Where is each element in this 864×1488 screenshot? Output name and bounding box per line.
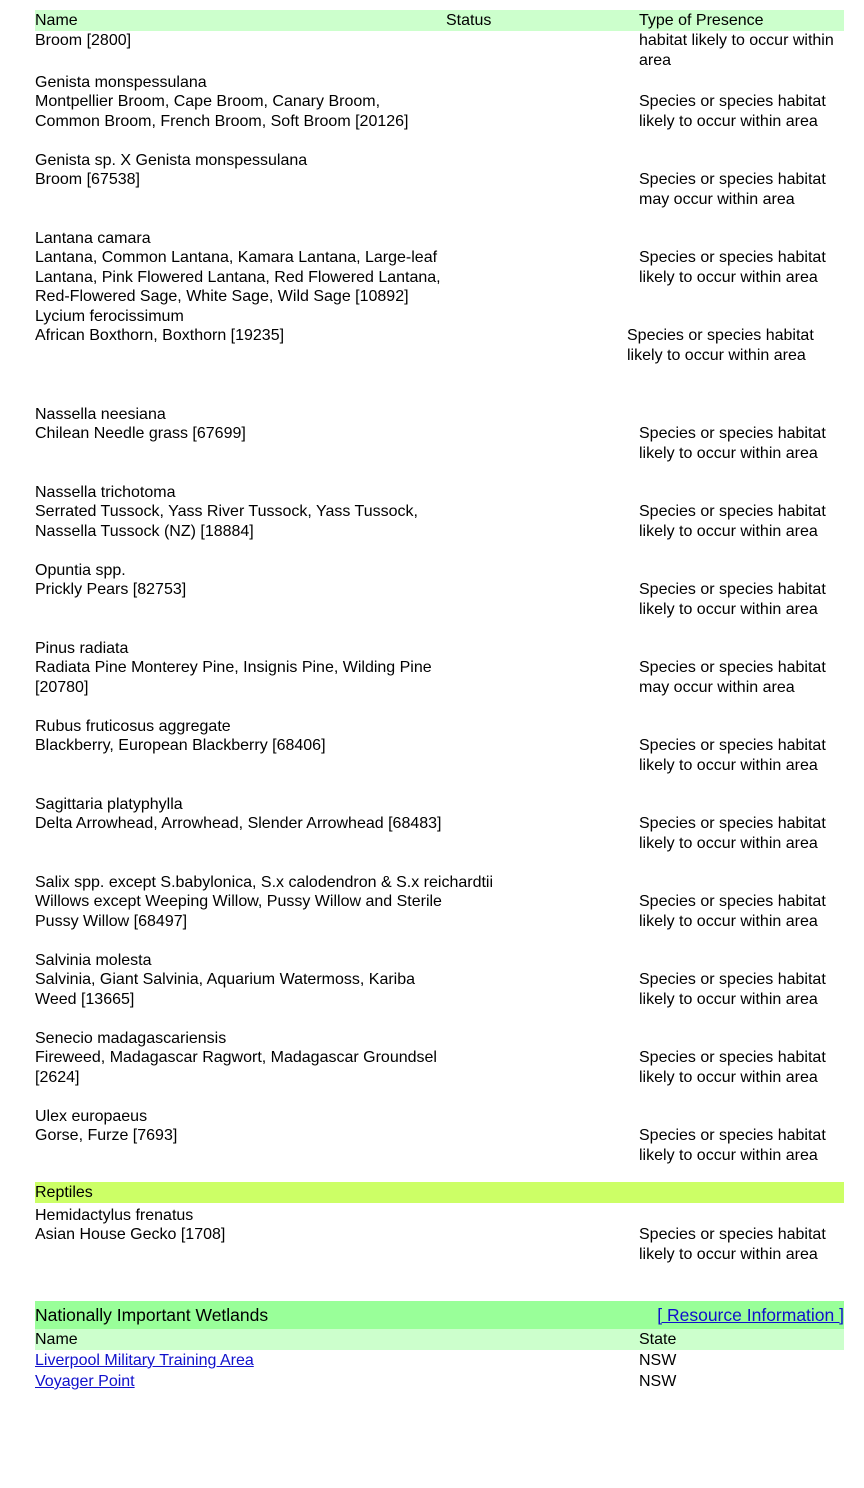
species-common-name: Serrated Tussock, Yass River Tussock, Yass Tussock, Nassella Tussock (NZ) [18884] <box>35 503 418 540</box>
wetland-row <box>35 1371 844 1392</box>
species-scientific-name: Pinus radiata <box>35 640 129 657</box>
reptile-list <box>35 1203 844 1281</box>
species-scientific-name: Opuntia spp. <box>35 562 126 579</box>
header-presence: Type of Presence <box>639 12 764 29</box>
species-common-name: Broom [67538] <box>35 171 140 188</box>
species-presence: Species or species habitat likely to occur within area <box>639 737 826 774</box>
species-presence: Species or species habitat likely to occur within area <box>639 893 826 930</box>
species-scientific-name: Rubus fruticosus aggregate <box>35 718 231 735</box>
species-scientific-name: Lycium ferocissimum <box>35 308 184 325</box>
species-item <box>35 70 844 148</box>
wetland-row <box>35 1350 844 1371</box>
species-common-name: African Boxthorn, Boxthorn [19235] <box>35 327 285 344</box>
resource-information-link[interactable]: [ Resource Information ] <box>657 1305 844 1325</box>
wetlands-header <box>35 1329 844 1350</box>
species-presence: Species or species habitat likely to occur within area <box>639 581 826 618</box>
wetland-link[interactable]: Voyager Point <box>35 1373 135 1390</box>
species-presence: Species or species habitat likely to occur within area <box>639 971 826 1008</box>
species-scientific-name: Genista monspessulana <box>35 74 207 91</box>
species-item <box>35 1026 844 1104</box>
species-common-name: Salvinia, Giant Salvinia, Aquarium Watermoss, Kariba Weed [13665] <box>35 971 416 1008</box>
report-page <box>35 10 844 1392</box>
species-scientific-name: Hemidactylus frenatus <box>35 1207 194 1224</box>
species-item <box>35 148 844 226</box>
species-presence: Species or species habitat likely to occur within area <box>639 1127 826 1164</box>
species-common-name: Blackberry, European Blackberry [68406] <box>35 737 326 754</box>
species-presence: Species or species habitat likely to occur within area <box>639 1226 826 1263</box>
species-item <box>35 402 844 480</box>
species-item <box>35 870 844 948</box>
wetland-state: NSW <box>639 1373 677 1390</box>
species-presence: Species or species habitat likely to occur within area <box>639 503 826 540</box>
species-scientific-name: Sagittaria platyphylla <box>35 796 183 813</box>
species-common-name: Willows except Weeping Willow, Pussy Willow and Sterile Pussy Willow [68497] <box>35 893 442 930</box>
wetland-link[interactable]: Liverpool Military Training Area <box>35 1352 254 1369</box>
species-scientific-name: Nassella neesiana <box>35 406 166 423</box>
header-status: Status <box>446 12 492 29</box>
header-name: Name <box>35 12 78 29</box>
wetlands-header-name: Name <box>35 1331 78 1348</box>
species-scientific-name: Senecio madagascariensis <box>35 1030 227 1047</box>
species-list <box>35 70 844 1182</box>
wetlands-title: Nationally Important Wetlands <box>35 1305 269 1325</box>
species-common-name: Lantana, Common Lantana, Kamara Lantana, Large-leaf Lantana, Pink Flowered Lantana, Red Flowered Lantana, Red-Flowered Sage, White Sage, Wild Sage [10892] <box>35 249 441 305</box>
species-item <box>35 948 844 1026</box>
table-header <box>35 10 844 31</box>
species-common-name: Asian House Gecko [1708] <box>35 1226 226 1243</box>
wetlands-section-title <box>35 1301 844 1329</box>
species-presence: Species or species habitat likely to occur within area <box>639 1049 826 1086</box>
wetland-state: NSW <box>639 1352 677 1369</box>
species-presence: Species or species habitat likely to occur within area <box>639 425 826 462</box>
species-scientific-name: Genista sp. X Genista monspessulana <box>35 152 308 169</box>
wetlands-header-state: State <box>639 1331 677 1348</box>
species-scientific-name: Nassella trichotoma <box>35 484 176 501</box>
group-header-reptiles: Reptiles <box>35 1182 844 1203</box>
species-common-name: Montpellier Broom, Cape Broom, Canary Broom, Common Broom, French Broom, Soft Broom [20126] <box>35 93 409 130</box>
species-item <box>35 636 844 714</box>
species-item <box>35 792 844 870</box>
species-common-name: Fireweed, Madagascar Ragwort, Madagascar Groundsel [2624] <box>35 1049 437 1086</box>
species-scientific-name: Salix spp. except S.babylonica, S.x calodendron & S.x reichardtii <box>35 874 494 891</box>
species-scientific-name: Lantana camara <box>35 230 151 247</box>
species-scientific-name: Salvinia molesta <box>35 952 152 969</box>
species-common-name: Gorse, Furze [7693] <box>35 1127 178 1144</box>
species-scientific-name: Ulex europaeus <box>35 1108 148 1125</box>
species-presence: Species or species habitat may occur within area <box>639 659 826 696</box>
species-common-name: Broom [2800] <box>35 32 132 49</box>
species-common-name: Radiata Pine Monterey Pine, Insignis Pine, Wilding Pine [20780] <box>35 659 432 696</box>
species-item <box>35 1104 844 1182</box>
species-presence: Species or species habitat likely to occur within area <box>639 93 826 130</box>
species-item <box>35 226 844 304</box>
species-common-name: Delta Arrowhead, Arrowhead, Slender Arrowhead [68483] <box>35 815 442 832</box>
species-presence: Species or species habitat may occur within area <box>639 171 826 208</box>
species-item <box>35 1203 844 1281</box>
species-item-continued <box>35 31 844 70</box>
species-item <box>35 714 844 792</box>
species-presence: Species or species habitat likely to occur within area <box>639 249 826 286</box>
species-presence: habitat likely to occur within area <box>639 32 834 69</box>
species-common-name: Chilean Needle grass [67699] <box>35 425 246 442</box>
species-item <box>35 480 844 558</box>
species-common-name: Prickly Pears [82753] <box>35 581 187 598</box>
species-item <box>35 304 844 402</box>
species-item <box>35 558 844 636</box>
species-presence: Species or species habitat likely to occur within area <box>639 815 826 852</box>
wetlands-list <box>35 1350 844 1392</box>
species-presence: Species or species habitat likely to occur within area <box>627 327 814 364</box>
